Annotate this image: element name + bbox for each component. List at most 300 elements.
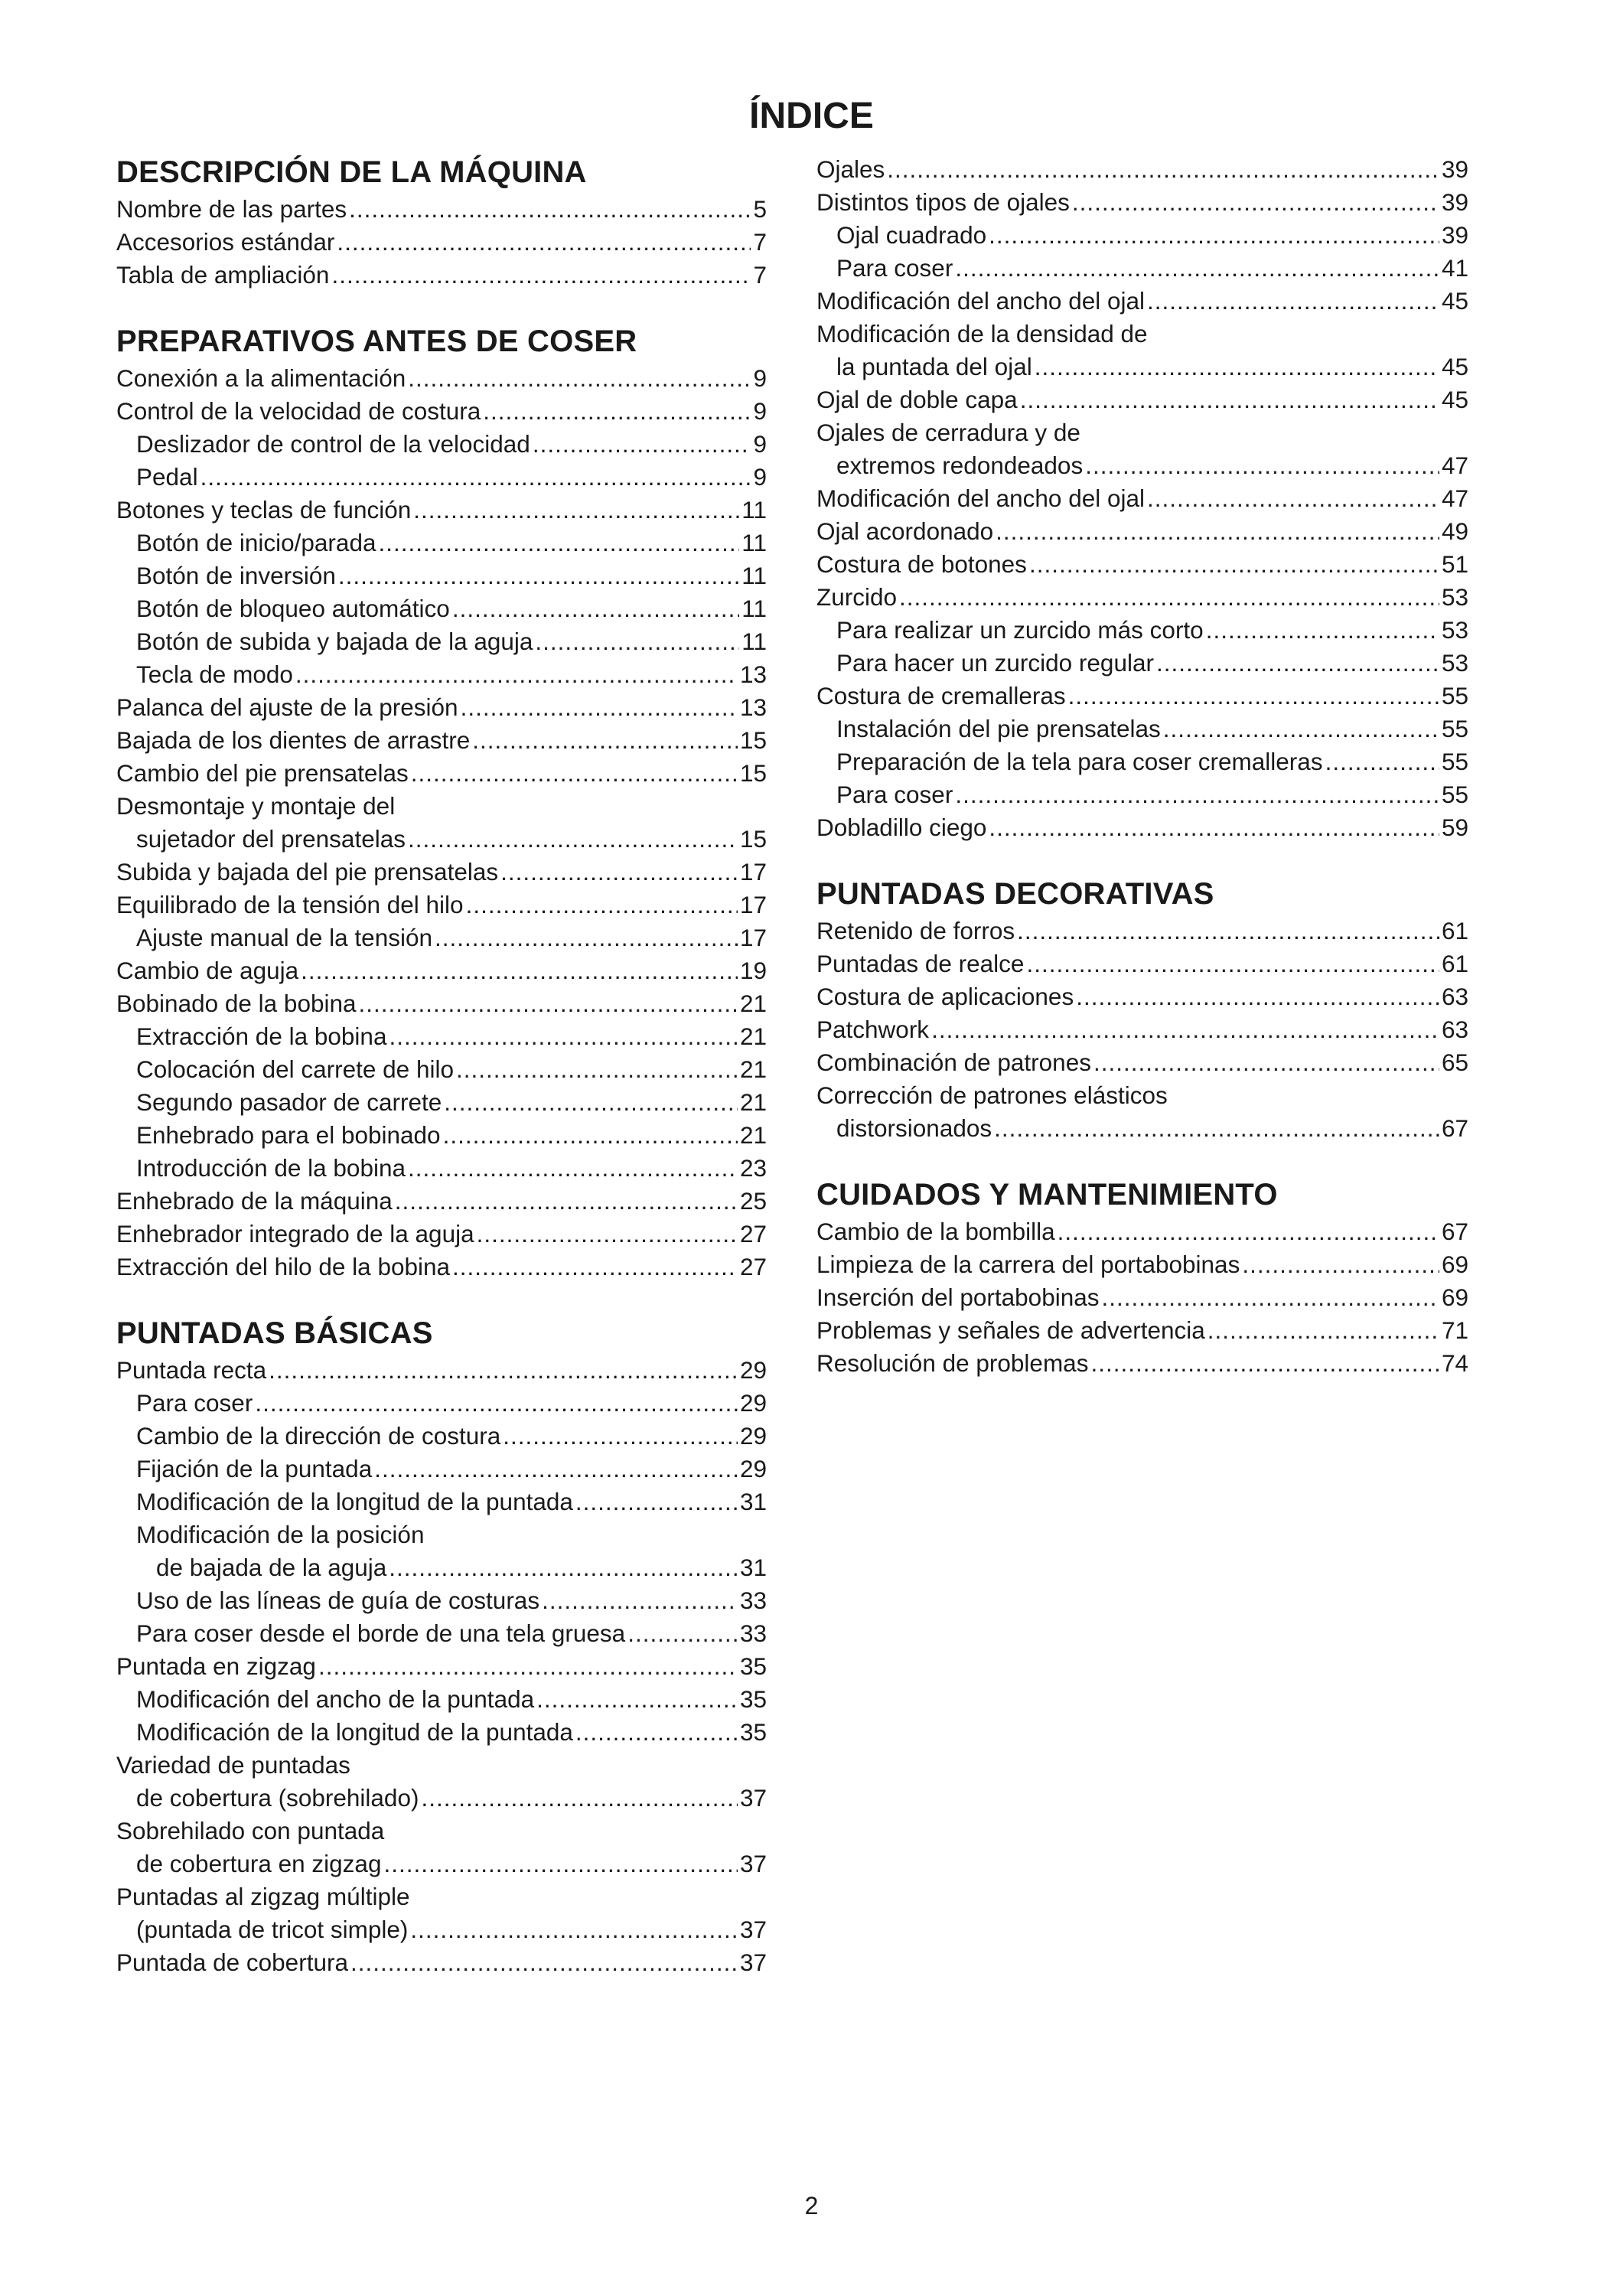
toc-entry[interactable] bbox=[816, 1079, 1468, 1112]
toc-entry[interactable] bbox=[816, 581, 1468, 614]
toc-entry[interactable] bbox=[816, 811, 1468, 844]
toc-entry[interactable] bbox=[116, 1020, 767, 1053]
toc-entry[interactable] bbox=[116, 1251, 767, 1283]
toc-entry-page: 21 bbox=[739, 1022, 767, 1050]
toc-entry-page: 21 bbox=[739, 1088, 767, 1116]
toc-entry-title: sujetador del prensatelas bbox=[136, 825, 406, 853]
toc-entry-title: Bobinado de la bobina bbox=[116, 990, 357, 1017]
toc-entry[interactable] bbox=[816, 745, 1468, 778]
toc-entry[interactable] bbox=[116, 987, 767, 1020]
toc-entry[interactable] bbox=[816, 449, 1468, 482]
toc-entry-page: 67 bbox=[1441, 1114, 1468, 1142]
toc-entry-page: 35 bbox=[739, 1685, 767, 1713]
toc-entry-title: Ajuste manual de la tensión bbox=[136, 924, 432, 951]
toc-entry-page: 74 bbox=[1441, 1349, 1468, 1377]
toc-section bbox=[816, 153, 1468, 844]
toc-entry-title: Costura de aplicaciones bbox=[816, 983, 1074, 1010]
dot-leader bbox=[500, 856, 738, 889]
dot-leader bbox=[349, 193, 751, 226]
dot-leader bbox=[338, 559, 739, 592]
toc-entry-title: Corrección de patrones elásticos bbox=[816, 1081, 1168, 1109]
toc-entry-page: 29 bbox=[739, 1389, 767, 1417]
dot-leader bbox=[443, 1119, 738, 1152]
toc-entry[interactable] bbox=[816, 614, 1468, 647]
section-heading: PUNTADAS BÁSICAS bbox=[116, 1316, 433, 1350]
toc-entry[interactable] bbox=[116, 1387, 767, 1420]
toc-entry-page: 37 bbox=[739, 1850, 767, 1877]
toc-section bbox=[116, 322, 767, 1283]
toc-entry-title: de bajada de la aguja bbox=[156, 1554, 387, 1581]
toc-entry[interactable] bbox=[816, 1215, 1468, 1248]
toc-entry[interactable] bbox=[816, 778, 1468, 811]
toc-entry-page: 17 bbox=[739, 891, 767, 918]
dot-leader bbox=[483, 395, 751, 428]
toc-entry[interactable] bbox=[116, 889, 767, 921]
toc-entry[interactable] bbox=[116, 790, 767, 823]
toc-entry[interactable] bbox=[816, 647, 1468, 680]
dot-leader bbox=[200, 461, 751, 494]
toc-entry-list bbox=[816, 915, 1468, 1145]
toc-entry-title: Instalación del pie prensatelas bbox=[836, 715, 1161, 742]
toc-entry-page: 37 bbox=[739, 1949, 767, 1976]
toc-entry[interactable] bbox=[816, 186, 1468, 219]
toc-entry-page: 71 bbox=[1441, 1316, 1468, 1344]
toc-entry-page: 67 bbox=[1441, 1218, 1468, 1245]
toc-entry-title: Zurcido bbox=[816, 583, 898, 611]
toc-entry-page: 19 bbox=[739, 957, 767, 984]
dot-leader bbox=[955, 252, 1439, 285]
toc-entry[interactable] bbox=[116, 428, 767, 461]
dot-leader bbox=[301, 954, 738, 987]
dot-leader bbox=[899, 581, 1439, 614]
toc-section bbox=[116, 153, 767, 292]
toc-entry[interactable] bbox=[116, 362, 767, 395]
toc-entry[interactable] bbox=[816, 383, 1468, 416]
toc-entry-page: 29 bbox=[739, 1356, 767, 1384]
toc-entry-page: 23 bbox=[739, 1154, 767, 1182]
toc-entry-title: Tabla de ampliación bbox=[116, 261, 330, 289]
toc-entry-title: Para hacer un zurcido regular bbox=[836, 649, 1154, 677]
toc-entry-page: 31 bbox=[739, 1554, 767, 1581]
toc-entry-page: 17 bbox=[739, 924, 767, 951]
toc-entry-title: (puntada de tricot simple) bbox=[136, 1916, 409, 1943]
dot-leader bbox=[1072, 186, 1439, 219]
toc-entry-title: Cambio del pie prensatelas bbox=[116, 759, 409, 787]
dot-leader bbox=[383, 1848, 737, 1880]
toc-entry[interactable] bbox=[816, 515, 1468, 548]
toc-entry[interactable] bbox=[116, 1354, 767, 1387]
toc-entry[interactable] bbox=[116, 1518, 767, 1551]
dot-leader bbox=[1147, 482, 1439, 515]
toc-entry-page: 11 bbox=[741, 529, 767, 556]
toc-entry-title: Extracción de la bobina bbox=[136, 1022, 387, 1050]
toc-entry-page: 33 bbox=[739, 1619, 767, 1647]
toc-entry[interactable] bbox=[116, 592, 767, 625]
toc-entry[interactable] bbox=[116, 527, 767, 559]
toc-entry[interactable] bbox=[116, 1453, 767, 1486]
toc-entry-page: 55 bbox=[1441, 748, 1468, 775]
toc-entry-list bbox=[116, 362, 767, 1283]
toc-entry[interactable] bbox=[116, 1185, 767, 1218]
dot-leader bbox=[295, 658, 738, 691]
dot-leader bbox=[1147, 285, 1439, 318]
toc-entry-title: Botón de bloqueo automático bbox=[136, 595, 450, 622]
toc-entry-page: 47 bbox=[1441, 484, 1468, 512]
toc-entry-page: 53 bbox=[1441, 616, 1468, 644]
toc-entry-page: 5 bbox=[753, 195, 767, 223]
toc-entry-page: 49 bbox=[1441, 517, 1468, 545]
toc-entry-title: Ojales de cerradura y de bbox=[816, 419, 1080, 446]
toc-entry-title: Variedad de puntadas bbox=[116, 1751, 350, 1779]
toc-entry-list bbox=[116, 193, 767, 292]
toc-entry-page: 9 bbox=[753, 430, 767, 458]
toc-entry-title: Enhebrador integrado de la aguja bbox=[116, 1220, 474, 1247]
toc-entry[interactable] bbox=[816, 1248, 1468, 1281]
dot-leader bbox=[931, 1013, 1439, 1046]
toc-entry-title: Para coser bbox=[836, 254, 953, 282]
toc-entry-title: Para realizar un zurcido más corto bbox=[836, 616, 1204, 644]
toc-entry-page: 39 bbox=[1441, 155, 1468, 183]
toc-entry[interactable] bbox=[816, 318, 1468, 351]
toc-entry-title: Extracción del hilo de la bobina bbox=[116, 1253, 451, 1280]
toc-entry-page: 25 bbox=[739, 1187, 767, 1215]
toc-entry[interactable] bbox=[816, 980, 1468, 1013]
dot-leader bbox=[452, 1251, 738, 1283]
toc-entry-page: 27 bbox=[739, 1253, 767, 1280]
toc-entry[interactable] bbox=[116, 1584, 767, 1617]
dot-leader bbox=[503, 1420, 738, 1453]
toc-entry[interactable] bbox=[816, 713, 1468, 745]
toc-entry-title: Ojales bbox=[816, 155, 885, 183]
toc-entry-page: 31 bbox=[739, 1488, 767, 1515]
dot-leader bbox=[410, 1913, 738, 1946]
toc-entry[interactable] bbox=[116, 625, 767, 658]
toc-entry-title: Distintos tipos de ojales bbox=[816, 188, 1070, 216]
toc-entry-list bbox=[816, 1215, 1468, 1380]
toc-entry-page: 39 bbox=[1441, 221, 1468, 249]
section-heading: PREPARATIVOS ANTES DE COSER bbox=[116, 325, 637, 358]
toc-entry[interactable] bbox=[116, 226, 767, 259]
toc-entry-title: Botón de inicio/parada bbox=[136, 529, 376, 556]
toc-entry-title: Modificación de la posición bbox=[136, 1521, 425, 1548]
toc-entry[interactable] bbox=[116, 494, 767, 527]
toc-entry-title: Segundo pasador de carrete bbox=[136, 1088, 442, 1116]
toc-entry[interactable] bbox=[116, 757, 767, 790]
toc-entry-title: Pedal bbox=[136, 463, 198, 491]
toc-entry-page: 21 bbox=[739, 990, 767, 1017]
toc-entry[interactable] bbox=[116, 193, 767, 226]
dot-leader bbox=[575, 1486, 738, 1518]
dot-leader bbox=[1017, 915, 1439, 947]
toc-entry[interactable] bbox=[116, 1749, 767, 1782]
toc-entry-title: Uso de las líneas de guía de costuras bbox=[136, 1587, 540, 1614]
toc-entry[interactable] bbox=[816, 1046, 1468, 1079]
section-heading: CUIDADOS Y MANTENIMIENTO bbox=[816, 1178, 1278, 1212]
dot-leader bbox=[389, 1020, 737, 1053]
dot-leader bbox=[337, 226, 751, 259]
toc-entry[interactable] bbox=[116, 1119, 767, 1152]
toc-entry[interactable] bbox=[116, 954, 767, 987]
toc-entry[interactable] bbox=[116, 1218, 767, 1251]
toc-entry[interactable] bbox=[816, 285, 1468, 318]
dot-leader bbox=[1325, 745, 1439, 778]
toc-entry-title: Costura de botones bbox=[816, 550, 1027, 578]
toc-entry-title: Puntadas al zigzag múltiple bbox=[116, 1883, 410, 1910]
section-heading: PUNTADAS DECORATIVAS bbox=[816, 877, 1214, 911]
toc-entry-page: 15 bbox=[739, 825, 767, 853]
dot-leader bbox=[466, 889, 738, 921]
dot-leader bbox=[318, 1650, 738, 1683]
dot-leader bbox=[1029, 548, 1439, 581]
toc-entry-page: 13 bbox=[739, 660, 767, 688]
toc-entry-title: Palanca del ajuste de la presión bbox=[116, 693, 458, 721]
toc-entry[interactable] bbox=[816, 1112, 1468, 1145]
dot-leader bbox=[435, 921, 738, 954]
dot-leader bbox=[452, 592, 739, 625]
toc-entry-page: 29 bbox=[739, 1422, 767, 1450]
toc-entry-title: extremos redondeados bbox=[836, 452, 1084, 479]
toc-entry[interactable] bbox=[816, 416, 1468, 449]
toc-entry[interactable] bbox=[116, 856, 767, 889]
toc-entry-title: Cambio de la dirección de costura bbox=[136, 1422, 501, 1450]
dot-leader bbox=[408, 823, 738, 856]
page-number: 2 bbox=[804, 2192, 819, 2219]
toc-entry-title: Para coser bbox=[136, 1389, 253, 1417]
toc-entry[interactable] bbox=[116, 1946, 767, 1979]
dot-leader bbox=[350, 1946, 738, 1979]
toc-entry[interactable] bbox=[116, 1848, 767, 1880]
section-heading: DESCRIPCIÓN DE LA MÁQUINA bbox=[116, 155, 587, 189]
toc-entry-page: 41 bbox=[1441, 254, 1468, 282]
toc-entry[interactable] bbox=[116, 1053, 767, 1086]
toc-entry-page: 45 bbox=[1441, 353, 1468, 380]
toc-entry-page: 15 bbox=[739, 726, 767, 754]
toc-entry[interactable] bbox=[116, 1551, 767, 1584]
toc-entry-page: 39 bbox=[1441, 188, 1468, 216]
toc-entry[interactable] bbox=[116, 1650, 767, 1683]
toc-entry[interactable] bbox=[816, 680, 1468, 713]
dot-leader bbox=[456, 1053, 738, 1086]
toc-entry-page: 37 bbox=[739, 1916, 767, 1943]
dot-leader bbox=[461, 691, 738, 724]
toc-entry-title: Botones y teclas de función bbox=[116, 496, 412, 523]
toc-section bbox=[816, 875, 1468, 1145]
toc-section bbox=[816, 1176, 1468, 1380]
dot-leader bbox=[411, 757, 738, 790]
toc-entry-page: 45 bbox=[1441, 287, 1468, 315]
toc-entry-page: 11 bbox=[741, 628, 767, 655]
dot-leader bbox=[359, 987, 738, 1020]
toc-entry[interactable] bbox=[116, 1420, 767, 1453]
toc-entry-title: Modificación del ancho del ojal bbox=[816, 484, 1146, 512]
dot-leader bbox=[378, 527, 739, 559]
toc-entry[interactable] bbox=[816, 252, 1468, 285]
dot-leader bbox=[1020, 383, 1439, 416]
toc-entry[interactable] bbox=[816, 947, 1468, 980]
toc-entry[interactable] bbox=[816, 1347, 1468, 1380]
toc-entry[interactable] bbox=[816, 482, 1468, 515]
toc-entry-title: Limpieza de la carrera del portabobinas bbox=[816, 1251, 1240, 1278]
toc-entry[interactable] bbox=[816, 219, 1468, 252]
toc-entry-page: 27 bbox=[739, 1220, 767, 1247]
toc-entry[interactable] bbox=[116, 395, 767, 428]
toc-entry-page: 11 bbox=[741, 496, 767, 523]
dot-leader bbox=[331, 259, 751, 292]
toc-entry-title: de cobertura (sobrehilado) bbox=[136, 1784, 419, 1812]
toc-entry-page: 61 bbox=[1441, 917, 1468, 944]
toc-entry-title: Conexión a la alimentación bbox=[116, 364, 406, 392]
toc-entry-title: Equilibrado de la tensión del hilo bbox=[116, 891, 464, 918]
toc-entry[interactable] bbox=[116, 1716, 767, 1749]
toc-entry-page: 65 bbox=[1441, 1049, 1468, 1076]
toc-entry-page: 51 bbox=[1441, 550, 1468, 578]
toc-entry-title: Inserción del portabobinas bbox=[816, 1283, 1100, 1311]
dot-leader bbox=[1206, 614, 1439, 647]
toc-entry[interactable] bbox=[816, 351, 1468, 383]
dot-leader bbox=[1058, 1215, 1439, 1248]
toc-entry-page: 33 bbox=[739, 1587, 767, 1614]
dot-leader bbox=[575, 1716, 738, 1749]
toc-entry[interactable] bbox=[116, 1913, 767, 1946]
toc-entry-title: Puntada en zigzag bbox=[116, 1652, 316, 1680]
dot-leader bbox=[1163, 713, 1439, 745]
toc-entry-page: 55 bbox=[1441, 715, 1468, 742]
toc-entry-page: 13 bbox=[739, 693, 767, 721]
toc-entry[interactable] bbox=[116, 1683, 767, 1716]
toc-entry-list bbox=[816, 153, 1468, 844]
toc-entry-title: Puntada recta bbox=[116, 1356, 267, 1384]
toc-entry-title: Ojal de doble capa bbox=[816, 386, 1018, 413]
toc-entry[interactable] bbox=[816, 153, 1468, 186]
toc-entry-list bbox=[116, 1354, 767, 1979]
toc-entry-page: 55 bbox=[1441, 682, 1468, 709]
dot-leader bbox=[887, 153, 1439, 186]
toc-entry-title: Control de la velocidad de costura bbox=[116, 397, 481, 425]
dot-leader bbox=[1085, 449, 1439, 482]
toc-entry-page: 61 bbox=[1441, 950, 1468, 977]
toc-entry-page: 37 bbox=[739, 1784, 767, 1812]
toc-entry-title: Cambio de aguja bbox=[116, 957, 299, 984]
toc-entry-title: Retenido de forros bbox=[816, 917, 1015, 944]
toc-entry-title: Modificación de la densidad de bbox=[816, 320, 1148, 347]
toc-entry-page: 7 bbox=[753, 261, 767, 289]
dot-leader bbox=[389, 1551, 738, 1584]
toc-entry[interactable] bbox=[116, 259, 767, 292]
toc-entry[interactable] bbox=[116, 724, 767, 757]
toc-entry-title: Bajada de los dientes de arrastre bbox=[116, 726, 471, 754]
toc-entry-page: 29 bbox=[739, 1455, 767, 1482]
toc-entry-page: 63 bbox=[1441, 1016, 1468, 1043]
toc-entry-title: Accesorios estándar bbox=[116, 228, 335, 256]
toc-entry[interactable] bbox=[116, 1086, 767, 1119]
dot-leader bbox=[413, 494, 739, 527]
toc-entry[interactable] bbox=[816, 1314, 1468, 1347]
dot-leader bbox=[255, 1387, 738, 1420]
dot-leader bbox=[395, 1185, 738, 1218]
toc-entry[interactable] bbox=[816, 915, 1468, 947]
toc-entry[interactable] bbox=[816, 1281, 1468, 1314]
toc-entry-page: 9 bbox=[753, 364, 767, 392]
dot-leader bbox=[533, 428, 751, 461]
dot-leader bbox=[989, 219, 1439, 252]
toc-entry[interactable] bbox=[116, 1880, 767, 1913]
dot-leader bbox=[408, 1152, 738, 1185]
toc-entry[interactable] bbox=[116, 823, 767, 856]
dot-leader bbox=[408, 362, 751, 395]
toc-entry-page: 9 bbox=[753, 397, 767, 425]
toc-entry-title: Deslizador de control de la velocidad bbox=[136, 430, 530, 458]
toc-section bbox=[116, 1314, 767, 1979]
toc-entry-page: 35 bbox=[739, 1718, 767, 1746]
toc-entry[interactable] bbox=[116, 658, 767, 691]
dot-leader bbox=[989, 811, 1439, 844]
dot-leader bbox=[1026, 947, 1439, 980]
toc-entry-title: Puntada de cobertura bbox=[116, 1949, 348, 1976]
toc-entry-title: Enhebrado para el bobinado bbox=[136, 1121, 441, 1149]
toc-entry[interactable] bbox=[116, 1782, 767, 1815]
toc-column-left bbox=[116, 153, 767, 2010]
toc-entry[interactable] bbox=[116, 1152, 767, 1185]
toc-entry[interactable] bbox=[116, 921, 767, 954]
dot-leader bbox=[444, 1086, 738, 1119]
toc-column-right bbox=[816, 153, 1468, 1411]
toc-entry-title: Desmontaje y montaje del bbox=[116, 792, 396, 820]
toc-entry[interactable] bbox=[116, 461, 767, 494]
page-title: ÍNDICE bbox=[749, 96, 874, 136]
dot-leader bbox=[1207, 1314, 1439, 1347]
toc-entry-page: 15 bbox=[739, 759, 767, 787]
toc-entry-page: 53 bbox=[1441, 583, 1468, 611]
toc-entry-title: Colocación del carrete de hilo bbox=[136, 1055, 454, 1083]
toc-entry-page: 55 bbox=[1441, 781, 1468, 808]
toc-entry-title: Botón de inversión bbox=[136, 562, 336, 589]
toc-entry-title: Modificación de la longitud de la puntada bbox=[136, 1718, 573, 1746]
toc-entry-page: 11 bbox=[741, 562, 767, 589]
dot-leader bbox=[1102, 1281, 1439, 1314]
toc-entry-title: Ojal acordonado bbox=[816, 517, 994, 545]
toc-entry-page: 69 bbox=[1441, 1251, 1468, 1278]
dot-leader bbox=[542, 1584, 738, 1617]
toc-entry-title: Sobrehilado con puntada bbox=[116, 1817, 385, 1844]
toc-entry[interactable] bbox=[116, 1617, 767, 1650]
toc-entry-title: Subida y bajada del pie prensatelas bbox=[116, 858, 499, 885]
toc-entry-title: Puntadas de realce bbox=[816, 950, 1025, 977]
dot-leader bbox=[535, 625, 739, 658]
toc-entry[interactable] bbox=[116, 1815, 767, 1848]
toc-entry[interactable] bbox=[816, 1013, 1468, 1046]
toc-entry-title: Modificación de la longitud de la puntada bbox=[136, 1488, 573, 1515]
toc-entry[interactable] bbox=[116, 691, 767, 724]
toc-entry[interactable] bbox=[116, 1486, 767, 1518]
dot-leader bbox=[1068, 680, 1439, 713]
toc-entry[interactable] bbox=[116, 559, 767, 592]
dot-leader bbox=[477, 1218, 738, 1251]
toc-entry[interactable] bbox=[816, 548, 1468, 581]
dot-leader bbox=[955, 778, 1439, 811]
dot-leader bbox=[421, 1782, 737, 1815]
toc-entry-title: Enhebrado de la máquina bbox=[116, 1187, 393, 1215]
toc-entry-title: de cobertura en zigzag bbox=[136, 1850, 382, 1877]
toc-entry-page: 45 bbox=[1441, 386, 1468, 413]
toc-entry-title: Para coser bbox=[836, 781, 953, 808]
toc-entry-title: Introducción de la bobina bbox=[136, 1154, 406, 1182]
toc-entry-title: Fijación de la puntada bbox=[136, 1455, 373, 1482]
toc-entry-title: la puntada del ojal bbox=[836, 353, 1032, 380]
toc-entry-title: Patchwork bbox=[816, 1016, 930, 1043]
toc-entry-title: distorsionados bbox=[836, 1114, 992, 1142]
toc-entry-title: Combinación de patrones bbox=[816, 1049, 1091, 1076]
dot-leader bbox=[1090, 1347, 1439, 1380]
